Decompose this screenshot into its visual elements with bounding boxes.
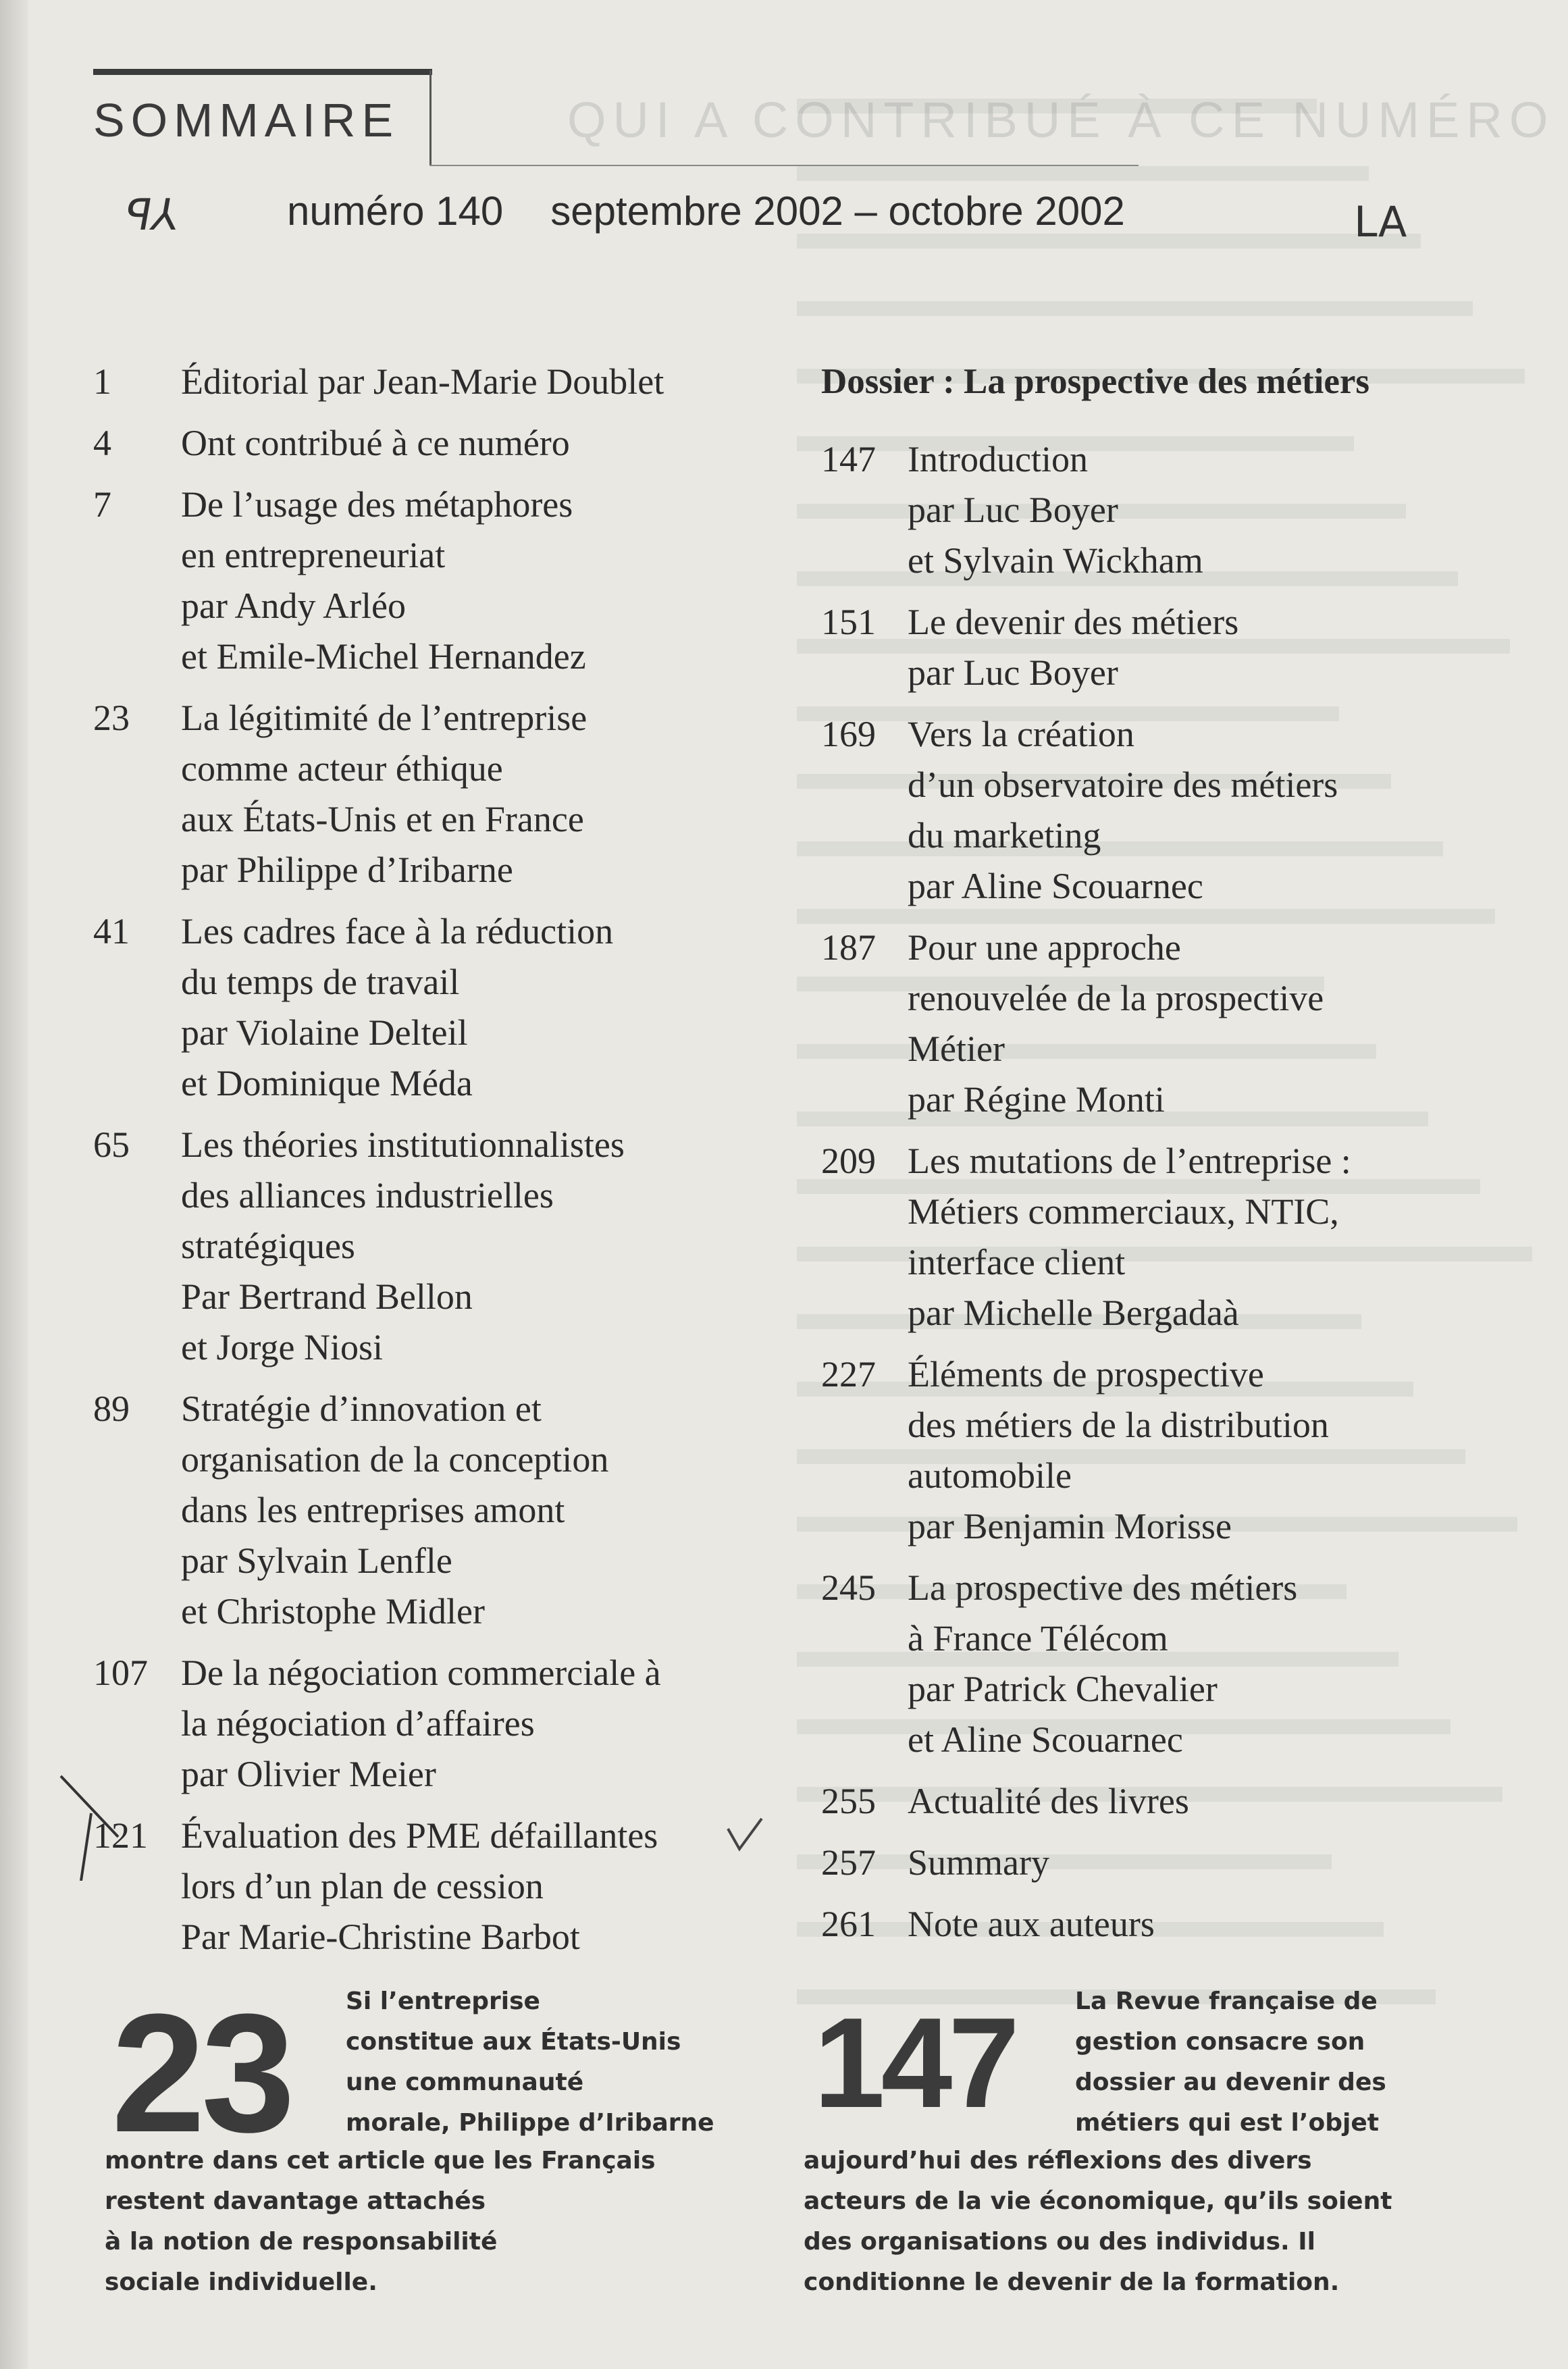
show-through-heading: QUI A CONTRIBUÉ À CE NUMÉRO (567, 92, 1555, 148)
toc-entry-line: d’un observatoire des métiers (908, 764, 1338, 805)
pullquote-line: restent davantage attachés (105, 2187, 486, 2215)
toc-entry-line: Par Bertrand Bellon (181, 1276, 473, 1317)
toc-entry-line: Introduction (908, 439, 1088, 479)
toc-page-number: 261 (821, 1904, 876, 1944)
toc-entry-line: organisation de la conception (181, 1439, 609, 1480)
page-binding-edge (0, 0, 28, 2369)
masthead-divider (429, 70, 432, 166)
pullquote-line: acteurs de la vie économique, qu’ils soient (804, 2187, 1392, 2215)
toc-left-column (93, 357, 795, 1973)
show-through-bar (797, 301, 1473, 316)
toc-entry (93, 357, 795, 407)
toc-page-number: 1 (93, 361, 111, 402)
toc-entry-line: par Patrick Chevalier (908, 1669, 1218, 1709)
toc-entry-line: Le devenir des métiers (908, 602, 1239, 642)
toc-page-number: 89 (93, 1388, 130, 1429)
toc-entry-text (181, 906, 795, 1109)
toc-entry-text (908, 434, 1496, 586)
toc-entry-line: par Violaine Delteil (181, 1012, 468, 1053)
toc-entry-text (908, 1899, 1496, 1950)
toc-entry-line: Ont contribué à ce numéro (181, 423, 570, 463)
toc-entry-line: Les cadres face à la réduction (181, 911, 614, 952)
toc-page-number: 7 (93, 484, 111, 525)
toc-entry-line: et Aline Scouarnec (908, 1719, 1183, 1760)
toc-page-number: 187 (821, 927, 876, 968)
toc-entry-line: dans les entreprises amont (181, 1490, 565, 1530)
pullquote-line: morale, Philippe d’Iribarne (346, 2109, 714, 2137)
toc-entry (93, 693, 795, 895)
pullquote-line: des organisations ou des individus. Il (804, 2228, 1315, 2256)
pullquote-right-top (1075, 1981, 1386, 2143)
toc-entry-line: et Christophe Midler (181, 1591, 485, 1632)
toc-entry-line: en entrepreneuriat (181, 535, 446, 575)
toc-entry-text (908, 922, 1496, 1125)
toc-entry-line: Métiers commerciaux, NTIC, (908, 1191, 1339, 1232)
toc-entry-text (181, 418, 795, 469)
toc-entry-text (181, 1811, 795, 1962)
toc-entry (821, 1563, 1496, 1765)
toc-entry (821, 1349, 1496, 1552)
toc-entry-line: par Aline Scouarnec (908, 866, 1203, 906)
toc-entry-text (181, 357, 795, 407)
toc-entry-line: par Benjamin Morisse (908, 1506, 1232, 1546)
toc-entry-line: et Sylvain Wickham (908, 540, 1203, 581)
toc-entry-line: la négociation d’affaires (181, 1703, 535, 1744)
toc-page-number: 169 (821, 714, 876, 754)
toc-entry-line: La prospective des métiers (908, 1567, 1298, 1608)
toc-entry-text (908, 597, 1496, 698)
toc-dossier-column (821, 357, 1496, 1960)
toc-page-number: 65 (93, 1124, 130, 1165)
toc-page-number: 23 (93, 698, 130, 738)
toc-page-number: 227 (821, 1354, 876, 1395)
toc-entry-text (908, 1776, 1496, 1827)
show-through-line (797, 234, 1540, 284)
toc-entry-line: des alliances industrielles (181, 1175, 554, 1216)
pullquote-line: La Revue française de (1075, 1987, 1378, 2015)
toc-entry (821, 434, 1496, 586)
pullquote-left-number: 23 (111, 1979, 292, 2167)
toc-entry (821, 1838, 1496, 1888)
toc-entry (93, 1384, 795, 1637)
toc-page-number: 41 (93, 911, 130, 952)
toc-entry (93, 1811, 795, 1962)
toc-entry-text (181, 1120, 795, 1373)
pullquote-line: une communauté (346, 2068, 584, 2096)
toc-entry-line: Évaluation des PME défaillantes (181, 1815, 658, 1856)
pullquote-line: gestion consacre son (1075, 2028, 1365, 2056)
toc-entry (93, 1648, 795, 1800)
pullquote-line: dossier au devenir des (1075, 2068, 1386, 2096)
toc-entry-line: Pour une approche (908, 927, 1181, 968)
toc-entry-line: par Michelle Bergadaà (908, 1293, 1239, 1333)
dossier-entries (821, 434, 1496, 1950)
toc-entry-line: lors d’un plan de cession (181, 1866, 544, 1906)
toc-entry-line: De l’usage des métaphores (181, 484, 573, 525)
toc-page-number: 147 (821, 439, 876, 479)
pullquote-left-top (346, 1981, 714, 2143)
toc-entry-line: par Olivier Meier (181, 1754, 436, 1794)
toc-entry-line: Actualité des livres (908, 1781, 1189, 1821)
toc-entry-line: des métiers de la distribution (908, 1405, 1329, 1445)
toc-entry-line: stratégiques (181, 1226, 355, 1266)
toc-entry-line: Stratégie d’innovation et (181, 1388, 542, 1429)
toc-entry (821, 1776, 1496, 1827)
pullquote-line: à la notion de responsabilité (105, 2228, 498, 2256)
toc-page-number: 151 (821, 602, 876, 642)
toc-entry-line: Éléments de prospective (908, 1354, 1264, 1395)
toc-entry-text (908, 1349, 1496, 1552)
pullquote-line: Si l’entreprise (346, 1987, 540, 2015)
toc-page-number: 209 (821, 1141, 876, 1181)
toc-entry-text (181, 1384, 795, 1637)
toc-page-number: 121 (93, 1815, 148, 1856)
toc-entry-text (181, 693, 795, 895)
toc-entry (821, 709, 1496, 912)
toc-entry-text (908, 1136, 1496, 1338)
toc-entry-line: du temps de travail (181, 962, 460, 1002)
toc-entry-line: par Andy Arléo (181, 585, 406, 626)
toc-entry-text (181, 479, 795, 682)
toc-entry (93, 906, 795, 1109)
pullquote-left-bottom (105, 2141, 656, 2303)
toc-entry-line: par Régine Monti (908, 1079, 1165, 1120)
show-through-bar (797, 99, 1317, 113)
issue-period: septembre 2002 – octobre 2002 (550, 188, 1125, 234)
toc-entry-line: renouvelée de la prospective (908, 978, 1324, 1018)
handwritten-check-mark (725, 1815, 765, 1856)
page-title: SOMMAIRE (93, 94, 400, 147)
toc-entry-line: Vers la création (908, 714, 1134, 754)
toc-entry-line: La légitimité de l’entreprise (181, 698, 587, 738)
toc-entry (821, 1899, 1496, 1950)
toc-entry-line: De la négociation commerciale à (181, 1652, 661, 1693)
toc-entry-line: Métier (908, 1029, 1005, 1069)
toc-page-number: 255 (821, 1781, 876, 1821)
toc-entry-line: Summary (908, 1842, 1049, 1883)
toc-entry-line: à France Télécom (908, 1618, 1168, 1659)
pullquote-right-number: 147 (814, 1991, 1016, 2135)
toc-entry-text (908, 1838, 1496, 1888)
header-rule (429, 165, 1139, 166)
pullquote-right-bottom (804, 2141, 1392, 2303)
toc-page-number: 107 (93, 1652, 148, 1693)
toc-entry-line: par Philippe d’Iribarne (181, 850, 513, 890)
handwritten-slash-mark (54, 1773, 135, 1881)
toc-entry-line: interface client (908, 1242, 1126, 1282)
toc-entry-line: et Dominique Méda (181, 1063, 473, 1103)
pullquote-line: sociale individuelle. (105, 2268, 377, 2296)
issue-number: numéro 140 (287, 188, 504, 234)
toc-entry-line: et Emile-Michel Hernandez (181, 636, 586, 677)
toc-entry (821, 922, 1496, 1125)
toc-page-number: 257 (821, 1842, 876, 1883)
toc-entry-line: et Jorge Niosi (181, 1327, 383, 1368)
toc-entry (821, 1136, 1496, 1338)
handwritten-annotation-right: LA (1354, 197, 1407, 246)
toc-entry-line: par Luc Boyer (908, 490, 1118, 530)
pullquote-line: constitue aux États-Unis (346, 2028, 681, 2056)
toc-entry (821, 597, 1496, 698)
toc-entry-line: comme acteur éthique (181, 748, 503, 789)
show-through-line (797, 301, 1540, 351)
toc-entry-line: aux États-Unis et en France (181, 799, 584, 839)
issue-info (287, 188, 1125, 234)
toc-entry-line: Par Marie-Christine Barbot (181, 1917, 580, 1957)
handwritten-annotation-left: ꟼ⅄ (121, 190, 183, 240)
toc-entry (93, 1120, 795, 1373)
toc-entry-text (908, 709, 1496, 912)
toc-entry-line: par Sylvain Lenfle (181, 1540, 452, 1581)
pullquote-line: métiers qui est l’objet (1075, 2109, 1379, 2137)
toc-entry-line: par Luc Boyer (908, 652, 1118, 693)
toc-entry (93, 418, 795, 469)
dossier-title: Dossier : La prospective des métiers (821, 362, 1370, 401)
toc-entry (93, 479, 795, 682)
show-through-bar (797, 166, 1369, 181)
toc-page-number: 4 (93, 423, 111, 463)
masthead-rule (93, 69, 432, 75)
toc-entry-text (181, 1648, 795, 1800)
toc-entry-text (908, 1563, 1496, 1765)
toc-entry-line: Les mutations de l’entreprise : (908, 1141, 1351, 1181)
toc-entry-line: Les théories institutionnalistes (181, 1124, 625, 1165)
toc-entry-line: Éditorial par Jean-Marie Doublet (181, 361, 664, 402)
toc-entry-line: du marketing (908, 815, 1101, 856)
show-through-line (797, 99, 1540, 149)
toc-page-number: 245 (821, 1567, 876, 1608)
show-through-bar (797, 234, 1421, 249)
pullquote-line: conditionne le devenir de la formation. (804, 2268, 1340, 2296)
pullquote-line: aujourd’hui des réflexions des divers (804, 2147, 1312, 2175)
toc-entry-line: automobile (908, 1455, 1072, 1496)
pullquote-line: montre dans cet article que les Français (105, 2147, 656, 2175)
toc-entry-line: Note aux auteurs (908, 1904, 1155, 1944)
